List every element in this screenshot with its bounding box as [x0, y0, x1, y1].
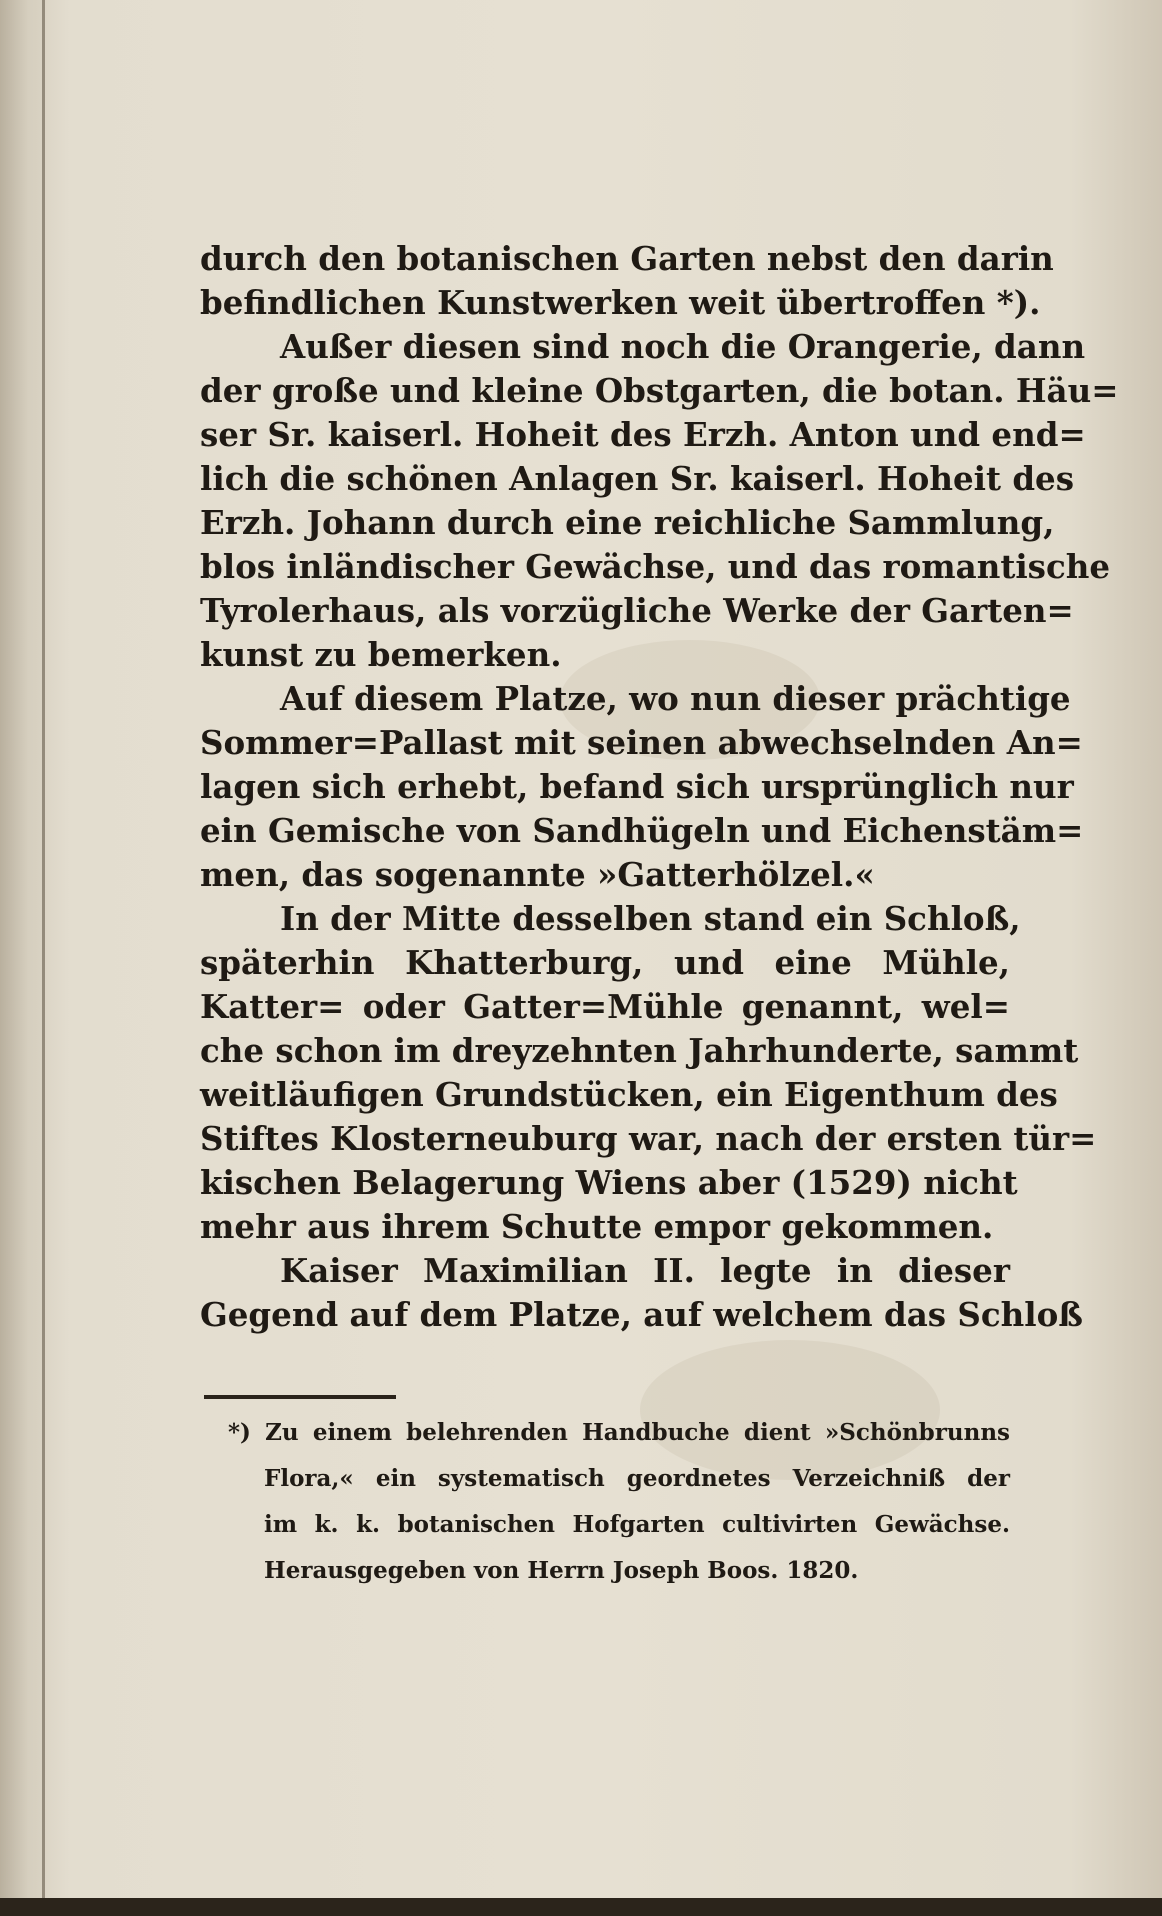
page-bottom-edge — [0, 1898, 1162, 1916]
text-line: In der Mitte desselben stand ein Schloß, — [280, 899, 1021, 938]
text-line: Auf diesem Platze, wo nun dieser prächtige — [280, 679, 1071, 718]
footnote-line: im k. k. botanischen Hofgarten cultivirten Gewächse. — [264, 1511, 1010, 1538]
text-line: kunst zu bemerken. — [200, 635, 562, 674]
page-gutter-shadow — [0, 0, 48, 1916]
text-line: Stiftes Klosterneuburg war, nach der ersten tür= — [200, 1119, 1097, 1158]
footnote-line: Herausgegeben von Herrn Joseph Boos. 1820. — [264, 1557, 859, 1584]
text-line: Katter= oder Gatter=Mühle genannt, wel= — [200, 987, 1010, 1026]
footnote-block — [228, 1410, 1010, 1594]
text-line: kischen Belagerung Wiens aber (1529) nicht — [200, 1163, 1018, 1202]
text-line: späterhin Khatterburg, und eine Mühle, — [200, 943, 1010, 982]
text-line: der große und kleine Obstgarten, die botan. Häu= — [200, 371, 1119, 410]
text-line: Kaiser Maximilian II. legte in dieser — [280, 1251, 1010, 1290]
text-line: befindlichen Kunstwerken weit übertroffen *). — [200, 283, 1041, 322]
text-line: che schon im dreyzehnten Jahrhunderte, sammt — [200, 1031, 1079, 1070]
footnote-separator — [204, 1395, 396, 1399]
main-text-block — [200, 237, 1119, 1337]
text-line: lich die schönen Anlagen Sr. kaiserl. Hoheit des — [200, 459, 1075, 498]
binding-edge-line — [42, 0, 45, 1916]
text-line: Sommer=Pallast mit seinen abwechselnden An= — [200, 723, 1083, 762]
text-line: blos inländischer Gewächse, und das romantische — [200, 547, 1111, 586]
text-line: weitläufigen Grundstücken, ein Eigenthum des — [200, 1075, 1058, 1114]
text-line: Außer diesen sind noch die Orangerie, dann — [280, 327, 1086, 366]
footnote-line: Flora,« ein systematisch geordnetes Verzeichniß der — [264, 1465, 1010, 1492]
text-line: Erzh. Johann durch eine reichliche Sammlung, — [200, 503, 1055, 542]
text-line: lagen sich erhebt, befand sich ursprünglich nur — [200, 767, 1074, 806]
text-line: mehr aus ihrem Schutte empor gekommen. — [200, 1207, 994, 1246]
footnote-line: *) Zu einem belehrenden Handbuche dient »Schönbrunns — [228, 1419, 1010, 1446]
text-line: men, das sogenannte »Gatterhölzel.« — [200, 855, 875, 894]
text-line: ein Gemische von Sandhügeln und Eichenstäm= — [200, 811, 1084, 850]
text-line: ser Sr. kaiserl. Hoheit des Erzh. Anton und end= — [200, 415, 1086, 454]
text-line: durch den botanischen Garten nebst den darin — [200, 239, 1054, 278]
text-line: Gegend auf dem Platze, auf welchem das Schloß — [200, 1295, 1083, 1334]
text-line: Tyrolerhaus, als vorzügliche Werke der Garten= — [200, 591, 1074, 630]
